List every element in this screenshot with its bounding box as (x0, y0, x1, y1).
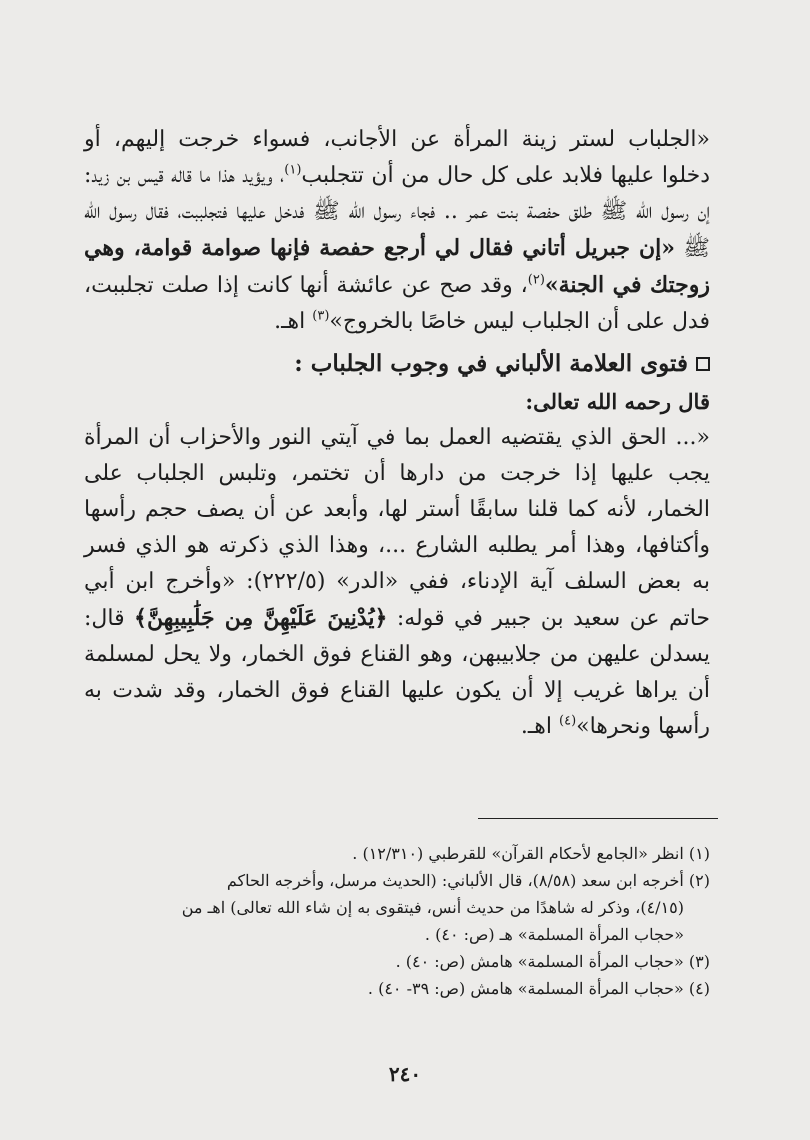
square-bullet-icon (696, 357, 710, 371)
footnote-2-continued: (٤/١٥)، وذكر له شاهدًا من حديث أنس، فيتقوى به إن شاء الله تعالى) اهـ من (181, 898, 684, 917)
paragraph-1-text-b: ، ويؤيد هذا ما قاله قيس بن زيد: إن رسول الله ﷺ طلق حفصة بنت عمر .. فجاء رسول الله ﷺ فدخل عليها فتجلببت، فقال رسول الله ﷺ (84, 163, 710, 261)
footnote-ref-4: (٤) (559, 713, 577, 729)
page-number: ٢٤٠ (388, 1062, 422, 1086)
footnote-3: (٣) «حجاب المرأة المسلمة» هامش (ص: ٤٠) . (395, 952, 710, 971)
paragraph-2-text-a: «... الحق الذي يقتضيه العمل بما في آيتي النور والأحزاب أن المرأة يجب عليها إذا خرجت من دارها أن تختمر، وتلبس الجلباب على الخمار، لأنه كما قلنا سابقًا أستر لها، وأبعد عن أن يصف حجم رأسها وأكتافها، وهذا أمر يطلبه الشارع ...، وهذا الذي ذكرته هو الذي فسر به بعض السلف آية الإدناء، ففي «الدر» (٢٢٢/٥): «وأخرج ابن أبي حاتم عن سعيد بن جبير في قوله: (84, 425, 711, 631)
paragraph-2 (84, 420, 710, 745)
footnote-4: (٤) «حجاب المرأة المسلمة» هامش (ص: ٣٩- ٤٠) . (367, 979, 710, 998)
subheading: قال رحمه الله تعالى: (525, 389, 710, 414)
paragraph-2-text-c: اهـ. (520, 714, 559, 739)
section-heading-text: فتوى العلامة الألباني في وجوب الجلباب : (294, 350, 688, 377)
footnote-1: (١) انظر «الجامع لأحكام القرآن» للقرطبي (١٢/٣١٠) . (352, 844, 710, 863)
hadith-quote: «إن جبريل أتاني فقال لي أرجع حفصة فإنها صوامة قوامة، وهي زوجتك في الجنة» (84, 235, 711, 298)
footnote-divider (478, 818, 718, 819)
footnote-ref-2: (٢) (527, 272, 545, 288)
footnotes (86, 840, 710, 1002)
paragraph-1-text-a: «الجلباب لستر زينة المرأة عن الأجانب، فسواء خرجت إليهم، أو دخلوا عليها فلابد على كل حال من أن تتجلبب (84, 127, 710, 188)
quran-verse: ﴿يُدْنِينَ عَلَيْهِنَّ مِن جَلَٰبِيبِهِنَّ﴾ (134, 605, 388, 631)
paragraph-1-text-d: اهـ. (274, 309, 313, 334)
paragraph-1 (84, 122, 710, 340)
main-text (84, 122, 710, 745)
paragraph-2-text-b: قال: يسدلن عليهن من جلابيبهن، وهو القناع فوق الخمار، ولا يحل لمسلمة أن يراها غريب إلا أن يكون عليها القناع فوق الخمار، وقد شدت به رأسها ونحرها» (84, 606, 710, 739)
footnote-2-source: «حجاب المرأة المسلمة» هـ (ص: ٤٠) . (424, 925, 684, 944)
paragraph-1-text-c: ، وقد صح عن عائشة أنها كانت إذا صلت تجلببت، فدل على أن الجلباب ليس خاصًا بالخروج» (84, 273, 710, 334)
footnote-ref-3: (٣) (312, 308, 330, 324)
footnote-ref-1: (١) (284, 162, 302, 178)
footnote-2: (٢) أخرجه ابن سعد (٨/٥٨)، قال الألباني: (الحديث مرسل، وأخرجه الحاكم (226, 871, 710, 890)
section-heading (84, 346, 710, 382)
